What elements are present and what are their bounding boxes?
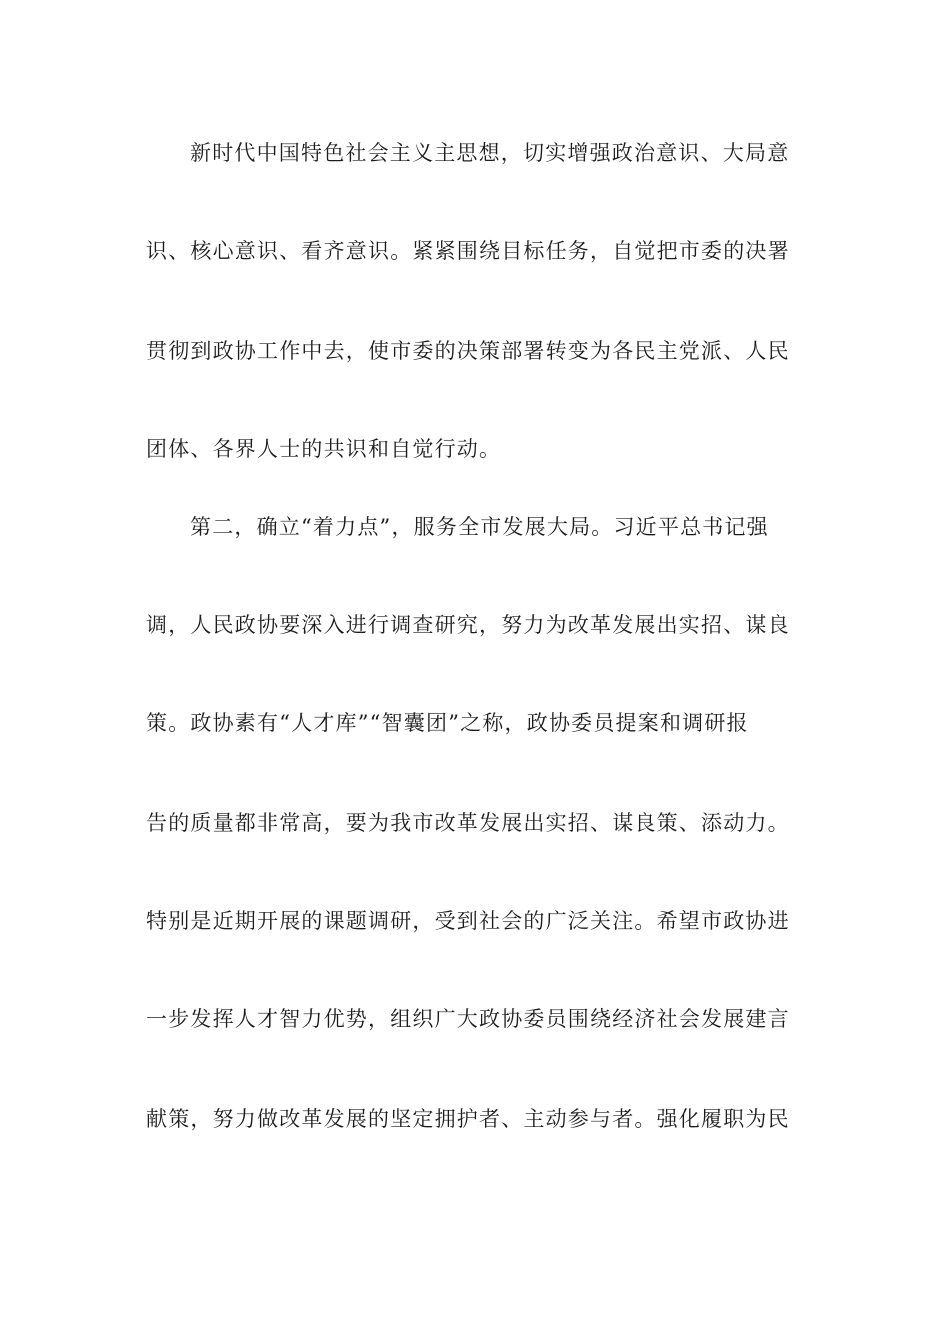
text-line: 策。政协素有“人才库”“智囊团”之称，政协委员提案和调研报 (146, 711, 749, 735)
text-line: 调，人民政协要深入进行调查研究，努力为改革发展出实招、谋良 (146, 613, 790, 637)
text-line: 团体、各界人士的共识和自觉行动。 (146, 437, 502, 461)
text-line: 献策，努力做改革发展的坚定拥护者、主动参与者。强化履职为民 (146, 1107, 790, 1131)
text-line: 特别是近期开展的课题调研，受到社会的广泛关注。希望市政协进 (146, 909, 790, 933)
text-line: 新时代中国特色社会主义主思想，切实增强政治意识、大局意 (190, 141, 790, 165)
text-line: 识、核心意识、看齐意识。紧紧围绕目标任务，自觉把市委的决署 (146, 239, 790, 263)
text-line: 第二，确立“着力点”，服务全市发展大局。习近平总书记强 (190, 515, 769, 539)
text-line: 贯彻到政协工作中去，使市委的决策部署转变为各民主党派、人民 (146, 339, 790, 363)
text-line: 一步发挥人才智力优势，组织广大政协委员围绕经济社会发展建言 (146, 1007, 790, 1031)
text-line: 告的质量都非常高，要为我市改革发展出实招、谋良策、添动力。 (146, 811, 790, 835)
